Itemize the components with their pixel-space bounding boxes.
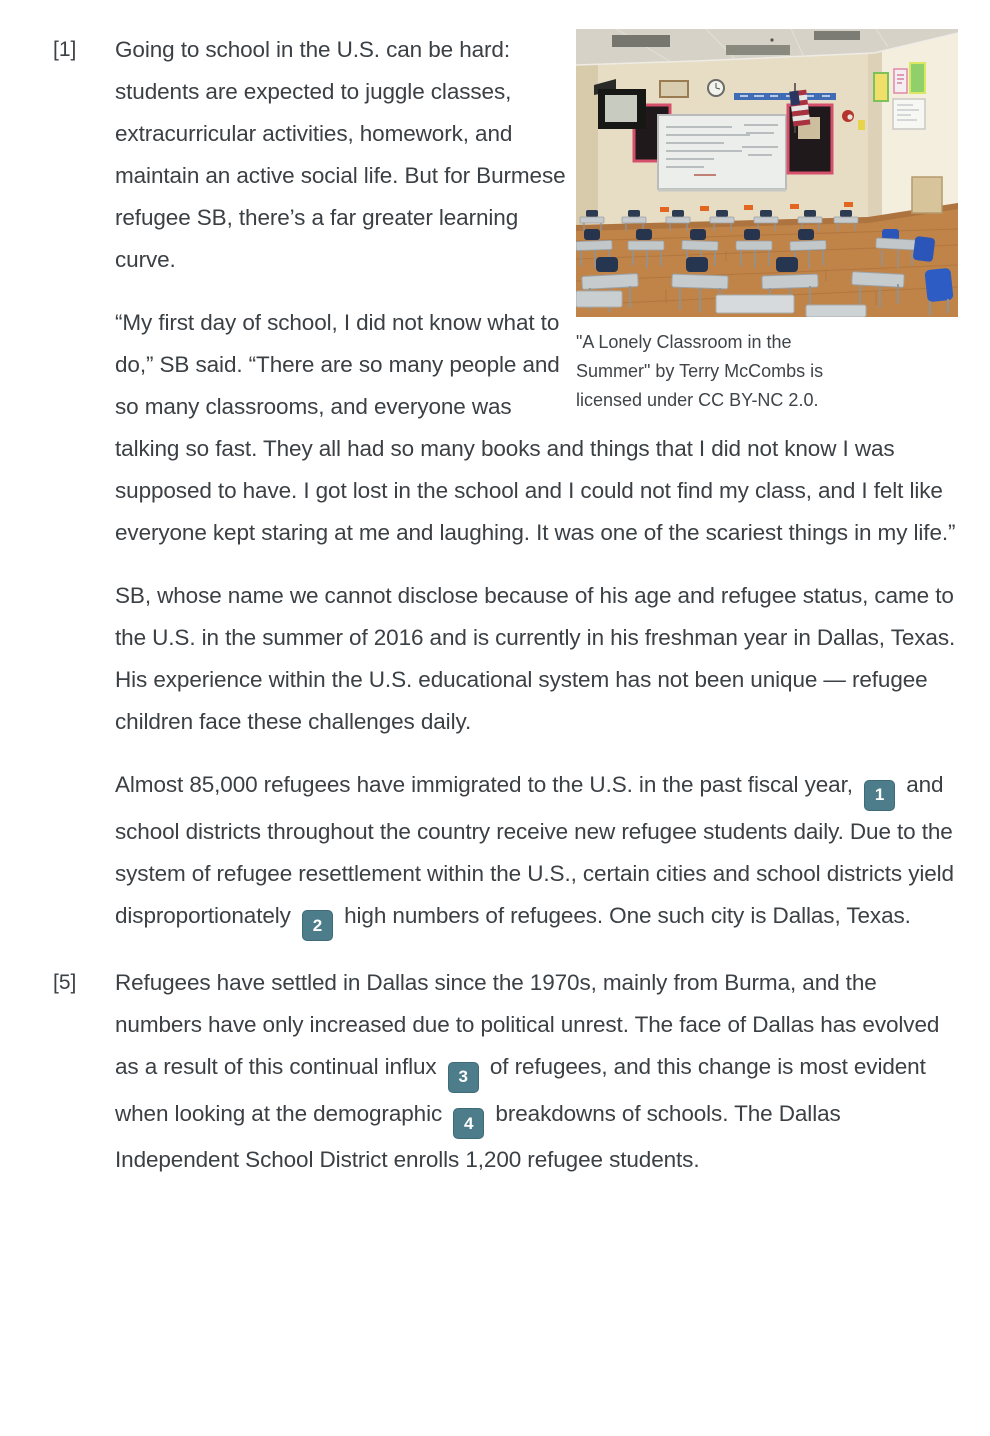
- annotation-chip-4[interactable]: 4: [453, 1108, 484, 1139]
- paragraph-3: [115, 575, 958, 743]
- annotation-chip-3[interactable]: 3: [448, 1062, 479, 1093]
- paragraph-text: Going to school in the U.S. can be hard: students are expected to juggle classes, extracurricular activities, homework, and maintain an active social life. But for Burmese refugee SB, there’s a far greater learning curve.: [115, 37, 566, 272]
- paragraph-text: Almost 85,000 refugees have immigrated to the U.S. in the past fiscal year, 1 and school districts throughout the country receive new refugee students daily. Due to the system of refugee resettlement within the U.S., certain cities and school districts yield disproportionately 2 high numbers of refugees. One such city is Dallas, Texas.: [115, 772, 954, 928]
- photo-caption: "A Lonely Classroom in the Summer" by Terry McCombs is licensed under CC BY-NC 2.0.: [576, 332, 824, 410]
- paragraph-1: [53, 29, 958, 281]
- paragraph-text: SB, whose name we cannot disclose because of his age and refugee status, came to the U.S. in the summer of 2016 and is currently in his freshman year in Dallas, Texas. His experience within the U.S. educational system has not been unique — refugee children face these challenges daily.: [115, 583, 956, 734]
- paragraph-text: Refugees have settled in Dallas since the 1970s, mainly from Burma, and the numbers have only increased due to political unrest. The face of Dallas has evolved as a result of this continual influx 3 of refugees, and this change is most evident when looking at the demographic 4 breakdowns of schools. The Dallas Independent School District enrolls 1,200 refugee students.: [115, 970, 940, 1172]
- paragraph-marker-1: [1]: [53, 38, 77, 61]
- annotation-chip-1[interactable]: 1: [864, 780, 895, 811]
- annotation-chip-2[interactable]: 2: [302, 910, 333, 941]
- paragraph-text: “My first day of school, I did not know what to do,” SB said. “There are so many people and so many classrooms, and everyone was talking so fast. They all had so many books and things that I did not know I was supposed to have. I got lost in the school and I could not find my class, and I felt like everyone kept staring at me and laughing. It was one of the scariest things in my life.”: [115, 310, 956, 545]
- paragraph-4: [115, 764, 958, 941]
- paragraph-2: [115, 302, 958, 554]
- paragraph-5: [53, 962, 958, 1181]
- paragraph-marker-5: [5]: [53, 971, 77, 994]
